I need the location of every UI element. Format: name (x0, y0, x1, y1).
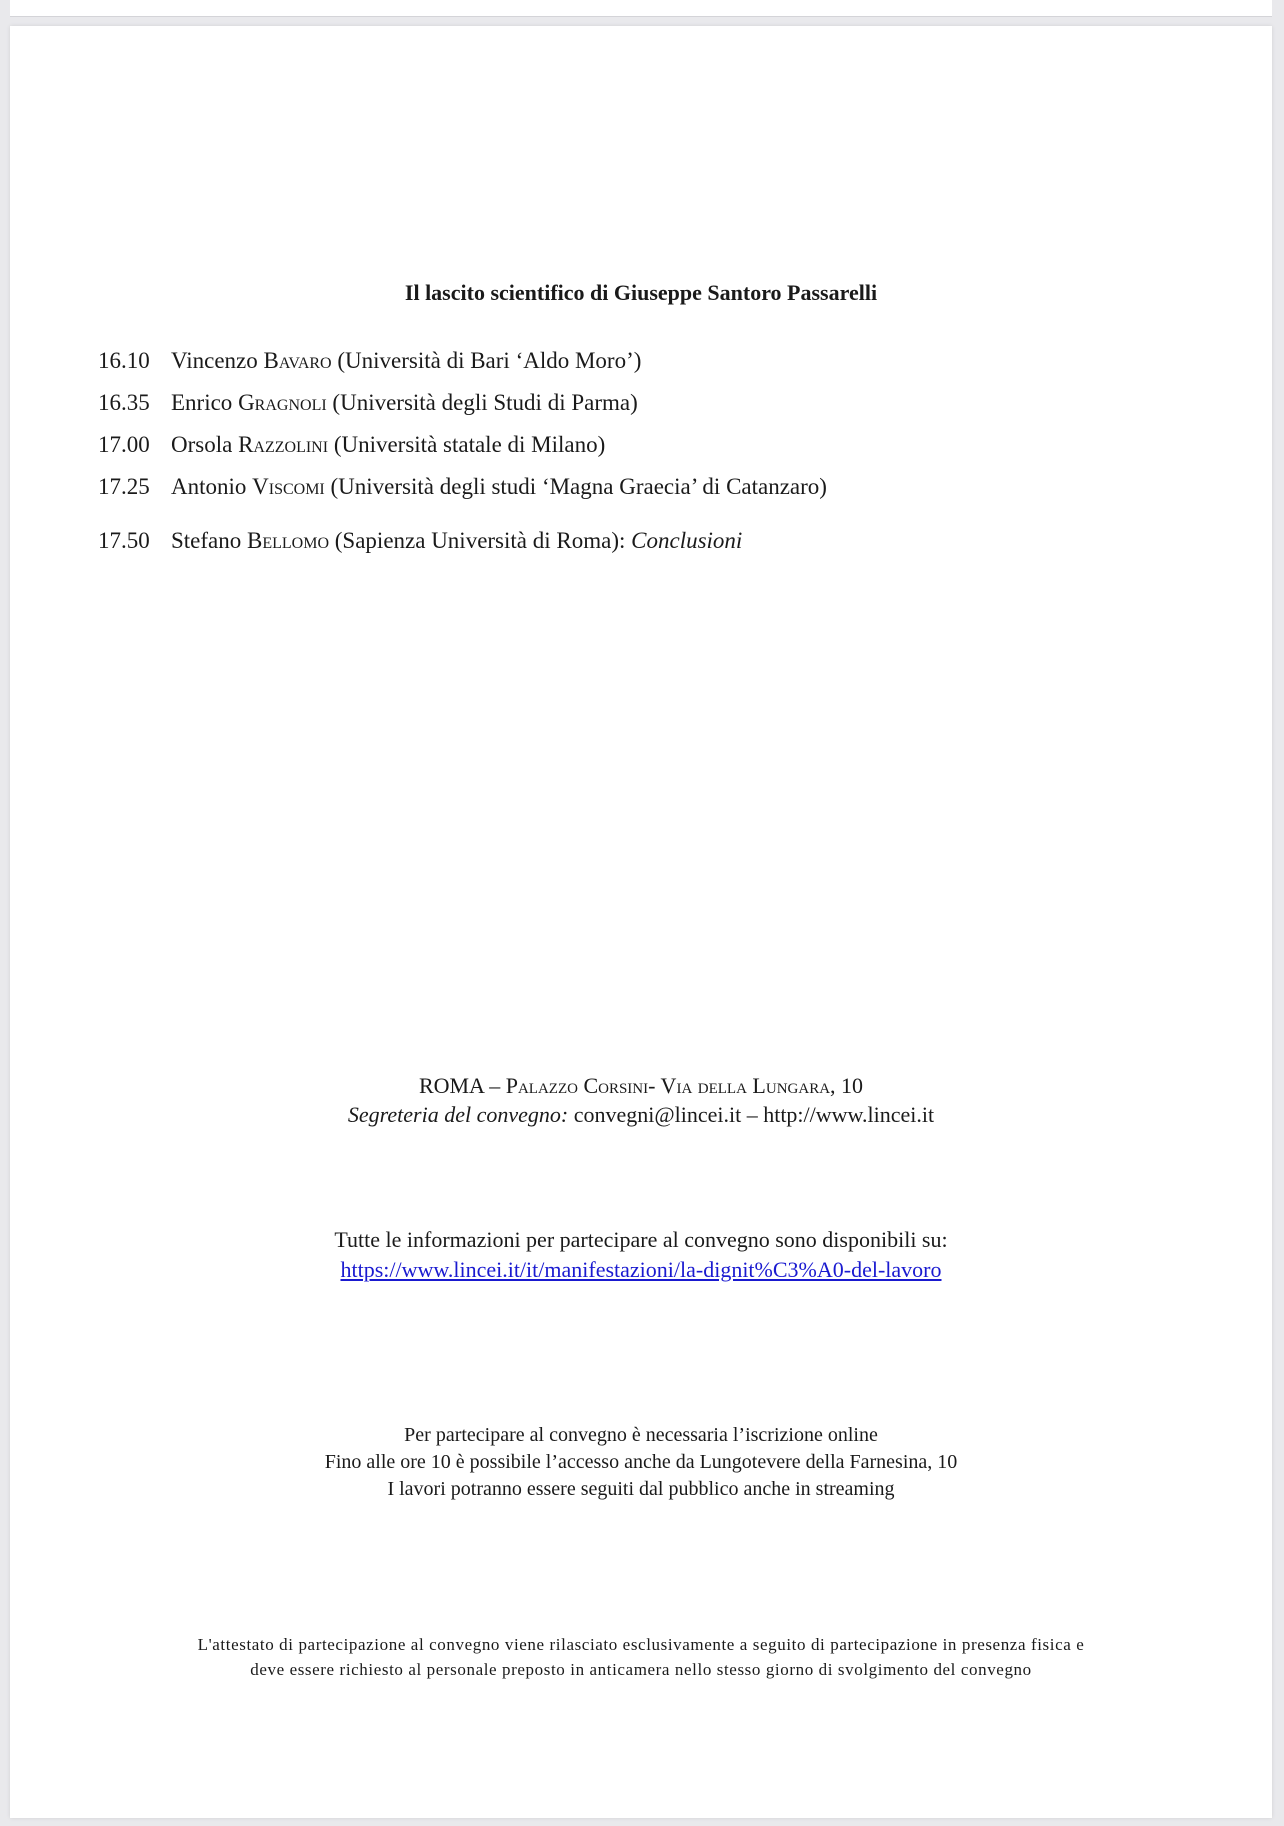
notes-block (10, 1422, 1272, 1503)
program-item (98, 348, 641, 374)
secretariat-line (10, 1100, 1272, 1129)
program-time: 17.50 (98, 528, 150, 553)
venue-separator: – (483, 1073, 506, 1098)
note-line: Fino alle ore 10 è possibile l’accesso anche da Lungotevere della Farnesina, 10 (324, 1451, 958, 1473)
conclusions-label: Conclusioni (631, 528, 743, 553)
note-line: Per partecipare al convegno è necessaria l’iscrizione online (404, 1424, 878, 1446)
speaker-affiliation: (Sapienza Università di Roma) (329, 528, 619, 553)
info-block (10, 1225, 1272, 1285)
program-item (98, 474, 827, 500)
venue-city: ROMA (418, 1073, 484, 1098)
footer-line: deve essere richiesto al personale preposto in anticamera nello stesso giorno di svolgimento del convegno (250, 1660, 1032, 1679)
attendance-certificate-note (10, 1632, 1272, 1682)
speaker-first-name: Orsola (171, 432, 239, 457)
session-title: Il lascito scientifico di Giuseppe Santoro Passarelli (404, 280, 878, 305)
venue-number: , 10 (830, 1073, 864, 1098)
speaker-surname: Gragnoli (238, 390, 327, 415)
speaker-affiliation: (Università statale di Milano) (328, 432, 606, 457)
program-time: 17.00 (98, 432, 150, 457)
program-time: 16.10 (98, 348, 150, 373)
venue-block (10, 1071, 1272, 1129)
footer-line: L'attestato di partecipazione al convegno viene rilasciato esclusivamente a seguito di partecipazione in presenza fisica e (197, 1635, 1085, 1654)
program-time: 16.35 (98, 390, 150, 415)
speaker-surname: Bavaro (263, 348, 332, 373)
speaker-affiliation: (Università degli Studi di Parma) (326, 390, 638, 415)
speaker-first-name: Stefano (171, 528, 248, 553)
venue-address: Palazzo Corsini- Via della Lungara (505, 1073, 831, 1098)
speaker-first-name: Antonio (171, 474, 253, 499)
info-link[interactable]: https://www.lincei.it/it/manifestazioni/la-dignit%C3%A0-del-lavoro (340, 1257, 942, 1282)
document-page (10, 26, 1272, 1818)
secretariat-contacts: convegni@lincei.it – http://www.lincei.it (568, 1102, 935, 1127)
speaker-surname: Razzolini (238, 432, 329, 457)
program-item (98, 432, 605, 458)
program-time: 17.25 (98, 474, 150, 499)
previous-page-edge (10, 0, 1272, 17)
speaker-first-name: Vincenzo (171, 348, 264, 373)
speaker-affiliation: (Università di Bari ‘Aldo Moro’) (331, 348, 642, 373)
program-item (98, 528, 742, 554)
speaker-first-name: Enrico (171, 390, 239, 415)
program-suffix: : (619, 528, 632, 553)
venue-address-line (10, 1071, 1272, 1100)
program-item (98, 390, 638, 416)
speaker-surname: Viscomi (252, 474, 325, 499)
info-text: Tutte le informazioni per partecipare al convegno sono disponibili su: (334, 1227, 948, 1252)
note-line: I lavori potranno essere seguiti dal pubblico anche in streaming (387, 1478, 895, 1500)
secretariat-label: Segreteria del convegno: (347, 1102, 569, 1127)
speaker-surname: Bellomo (247, 528, 330, 553)
speaker-affiliation: (Università degli studi ‘Magna Graecia’ di Catanzaro) (324, 474, 827, 499)
